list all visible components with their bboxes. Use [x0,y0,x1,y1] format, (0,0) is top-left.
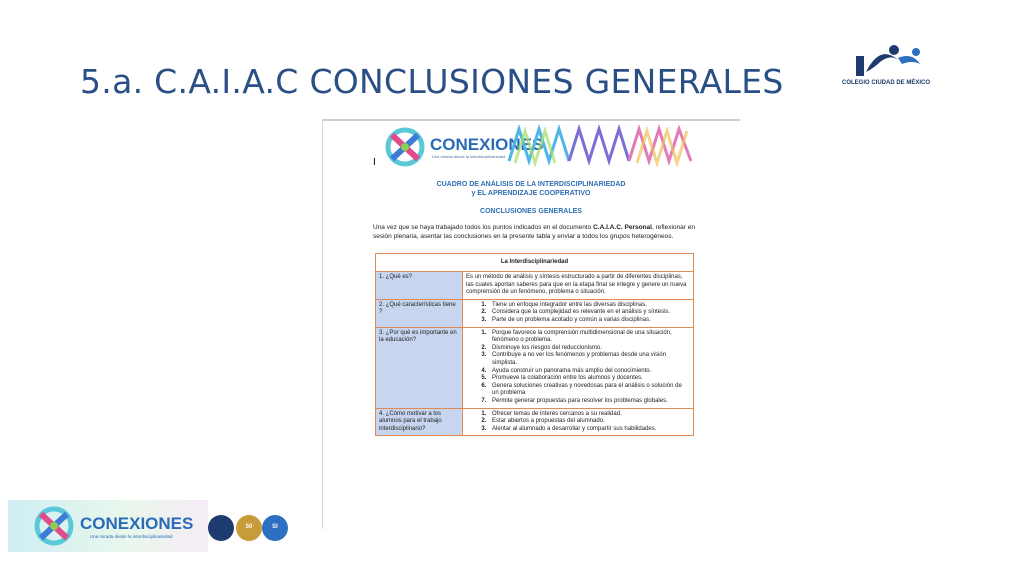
anniversary-seal-icon [236,515,262,541]
list-item: 3. Parte de un problema acotado y común a varias disciplinas. [488,317,690,325]
seal-label: SI [272,524,278,530]
list-item: 1. Tiene un enfoque integrador entre las diversas disciplinas. [488,302,690,310]
conexiones-logo-icon [382,127,428,167]
intro-text-end: , reflexionar en sesión plenaria, asentar las conclusiones en la presente tabla y enviar a todos los grupos heterogéneos. [373,224,695,240]
answer-list [466,330,690,406]
list-item: 3. Alentar al alumnado a desarrollar y compartir sus habilidades. [488,426,690,434]
document-top-rule [322,119,740,121]
slide-title: 5.a. C.A.I.A.C CONCLUSIONES GENERALES [80,62,784,101]
table-row [376,272,694,300]
footer-brand-subtitle: Una mirada desde la interdisciplinariedad [90,534,173,539]
document-heading-3: CONCLUSIONES GENERALES [480,208,582,215]
table-row [376,299,694,327]
answer-list [466,302,690,325]
college-logo-text: COLEGIO CIUDAD DE MÉXICO [842,80,931,86]
question-cell: 1. ¿Qué es? [376,272,463,300]
table-row [376,327,694,408]
document-image [322,119,740,529]
list-item: 6. Genera soluciones creativas y novedosas para el análisis o solución de un problema [488,383,690,398]
answer-cell [463,299,694,327]
document-intro [373,224,703,242]
answer-list [466,411,690,434]
document-heading-1: CUADRO DE ANÁLISIS DE LA INTERDISCIPLINARIEDAD [436,181,626,188]
question-cell: 4. ¿Cómo motivar a los alumnos para el trabajo interdisciplinario? [376,408,463,436]
footer-conexiones-logo [8,500,208,552]
analysis-table [375,253,694,436]
university-seal-icon [208,515,234,541]
document-heading-2: y EL APRENDIZAJE COOPERATIVO [471,190,591,197]
si-seal-icon [262,515,288,541]
question-cell: 3. ¿Por qué es importante en la educación? [376,327,463,408]
list-item: 5. Promueve la colaboración entre los alumnos y docentes. [488,375,690,383]
answer-cell [463,327,694,408]
list-item: 4. Ayuda construir un panorama más amplio del conocimiento. [488,368,690,376]
college-emblem-icon [850,42,936,82]
document-brand: CONEXIONES [430,135,544,154]
document-brand-subtitle: Una mirada desde la interdisciplinariedad [432,154,506,159]
question-cell: 2. ¿Qué características tiene ? [376,299,463,327]
conexiones-logo-icon [32,505,76,547]
list-item: 1. Ofrecer temas de interés cercanos a su realidad. [488,411,690,419]
college-logo [842,42,944,102]
text-cursor: I [373,157,376,168]
intro-text-start: Una vez que se haya trabajado todos los puntos indicados en el documento [373,224,594,231]
list-item: 3. Contribuye a no ver los fenómenos y problemas desde una visión simplista. [488,352,690,367]
list-item: 2. Estar abiertos a propuestas del alumnado. [488,418,690,426]
decorative-waves-icon [507,123,695,167]
list-item: 2. Considera que la complejidad es relevante en el análisis y síntesis. [488,309,690,317]
footer-brand: CONEXIONES [80,514,194,533]
intro-text-bold: C.A.I.A.C. Personal [593,224,652,231]
list-item: 1. Porque favorece la comprensión multidimensional de una situación, fenómeno o problema. [488,330,690,345]
list-item: 7. Permite generar propuestas para resolver los problemas globales. [488,398,690,406]
table-header: La Interdisciplinariedad [376,254,694,272]
answer-cell: Es un método de análisis y síntesis estructurado a partir de diferentes disciplinas, las cuales aportan saberes para que en la etapa final se integre y genere un nueva comprensión de un fenómeno, problema o situación. [463,272,694,300]
table-header-row [376,254,694,272]
list-item: 2. Disminuye los riesgos del reduccionismo. [488,345,690,353]
answer-cell [463,408,694,436]
seal-label: 50 [245,524,253,530]
table-row [376,408,694,436]
